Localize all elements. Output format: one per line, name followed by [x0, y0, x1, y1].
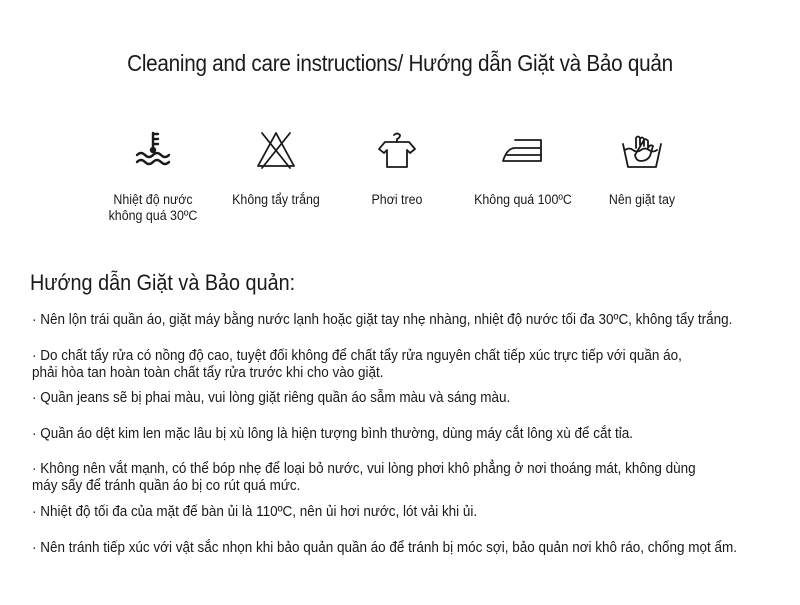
water-temperature-icon [131, 128, 175, 172]
section-heading: Hướng dẫn Giặt và Bảo quản: [30, 270, 296, 295]
care-label-hand-wash: Nên giặt tay [608, 192, 676, 207]
instruction-item: · Quần jeans sẽ bị phai màu, vui lòng giặt riêng quần áo sẫm màu và sáng màu. [32, 390, 511, 406]
instruction-item: · Quần áo dệt kim len mặc lâu bị xù lông là hiện tượng bình thường, dùng máy cắt lông xù để cắt tỉa. [32, 426, 633, 442]
iron-icon [501, 128, 545, 172]
care-icon-row [0, 128, 800, 238]
page-title: Cleaning and care instructions/ Hướng dẫn Giặt và Bảo quản [127, 50, 673, 76]
instruction-item: · Nên tránh tiếp xúc với vật sắc nhọn khi bảo quản quần áo để tránh bị móc sợi, bảo quản nơi khô ráo, chống mọt ẩm. [32, 540, 737, 556]
instruction-item: · Nhiệt độ tối đa của mặt đế bàn ủi là 110ºC, nên ủi hơi nước, lót vải khi ủi. [32, 504, 478, 520]
care-item-hand-wash [577, 128, 707, 208]
no-bleach-icon [254, 128, 298, 172]
care-label-water-temperature: Nhiệt độ nước không quá 30ºC [108, 192, 198, 223]
instruction-item: · Không nên vắt mạnh, có thể bóp nhẹ để loại bỏ nước, vui lòng phơi khô phẳng ở nơi thoáng mát, không dùng máy sấy để tránh quần áo bị co rút quá mức. [32, 461, 696, 494]
hand-wash-icon [620, 128, 664, 172]
instruction-item: · Do chất tẩy rửa có nồng độ cao, tuyệt đối không để chất tẩy rửa nguyên chất tiếp xúc trực tiếp với quần áo, phải hòa tan hoàn toàn chất tẩy rửa trước khi cho vào giặt. [32, 348, 682, 381]
instruction-item: · Nên lộn trái quần áo, giặt máy bằng nước lạnh hoặc giặt tay nhẹ nhàng, nhiệt độ nước tối đa 30ºC, không tẩy trắng. [32, 312, 733, 328]
care-item-water-temperature [88, 128, 218, 224]
hang-dry-icon [375, 128, 419, 172]
care-item-hang-dry [332, 128, 462, 208]
care-label-iron: Không quá 100ºC [474, 192, 572, 207]
care-label-hang-dry: Phơi treo [371, 192, 423, 207]
care-item-no-bleach [211, 128, 341, 208]
care-item-iron [458, 128, 588, 208]
care-label-no-bleach: Không tẩy trắng [232, 192, 320, 207]
